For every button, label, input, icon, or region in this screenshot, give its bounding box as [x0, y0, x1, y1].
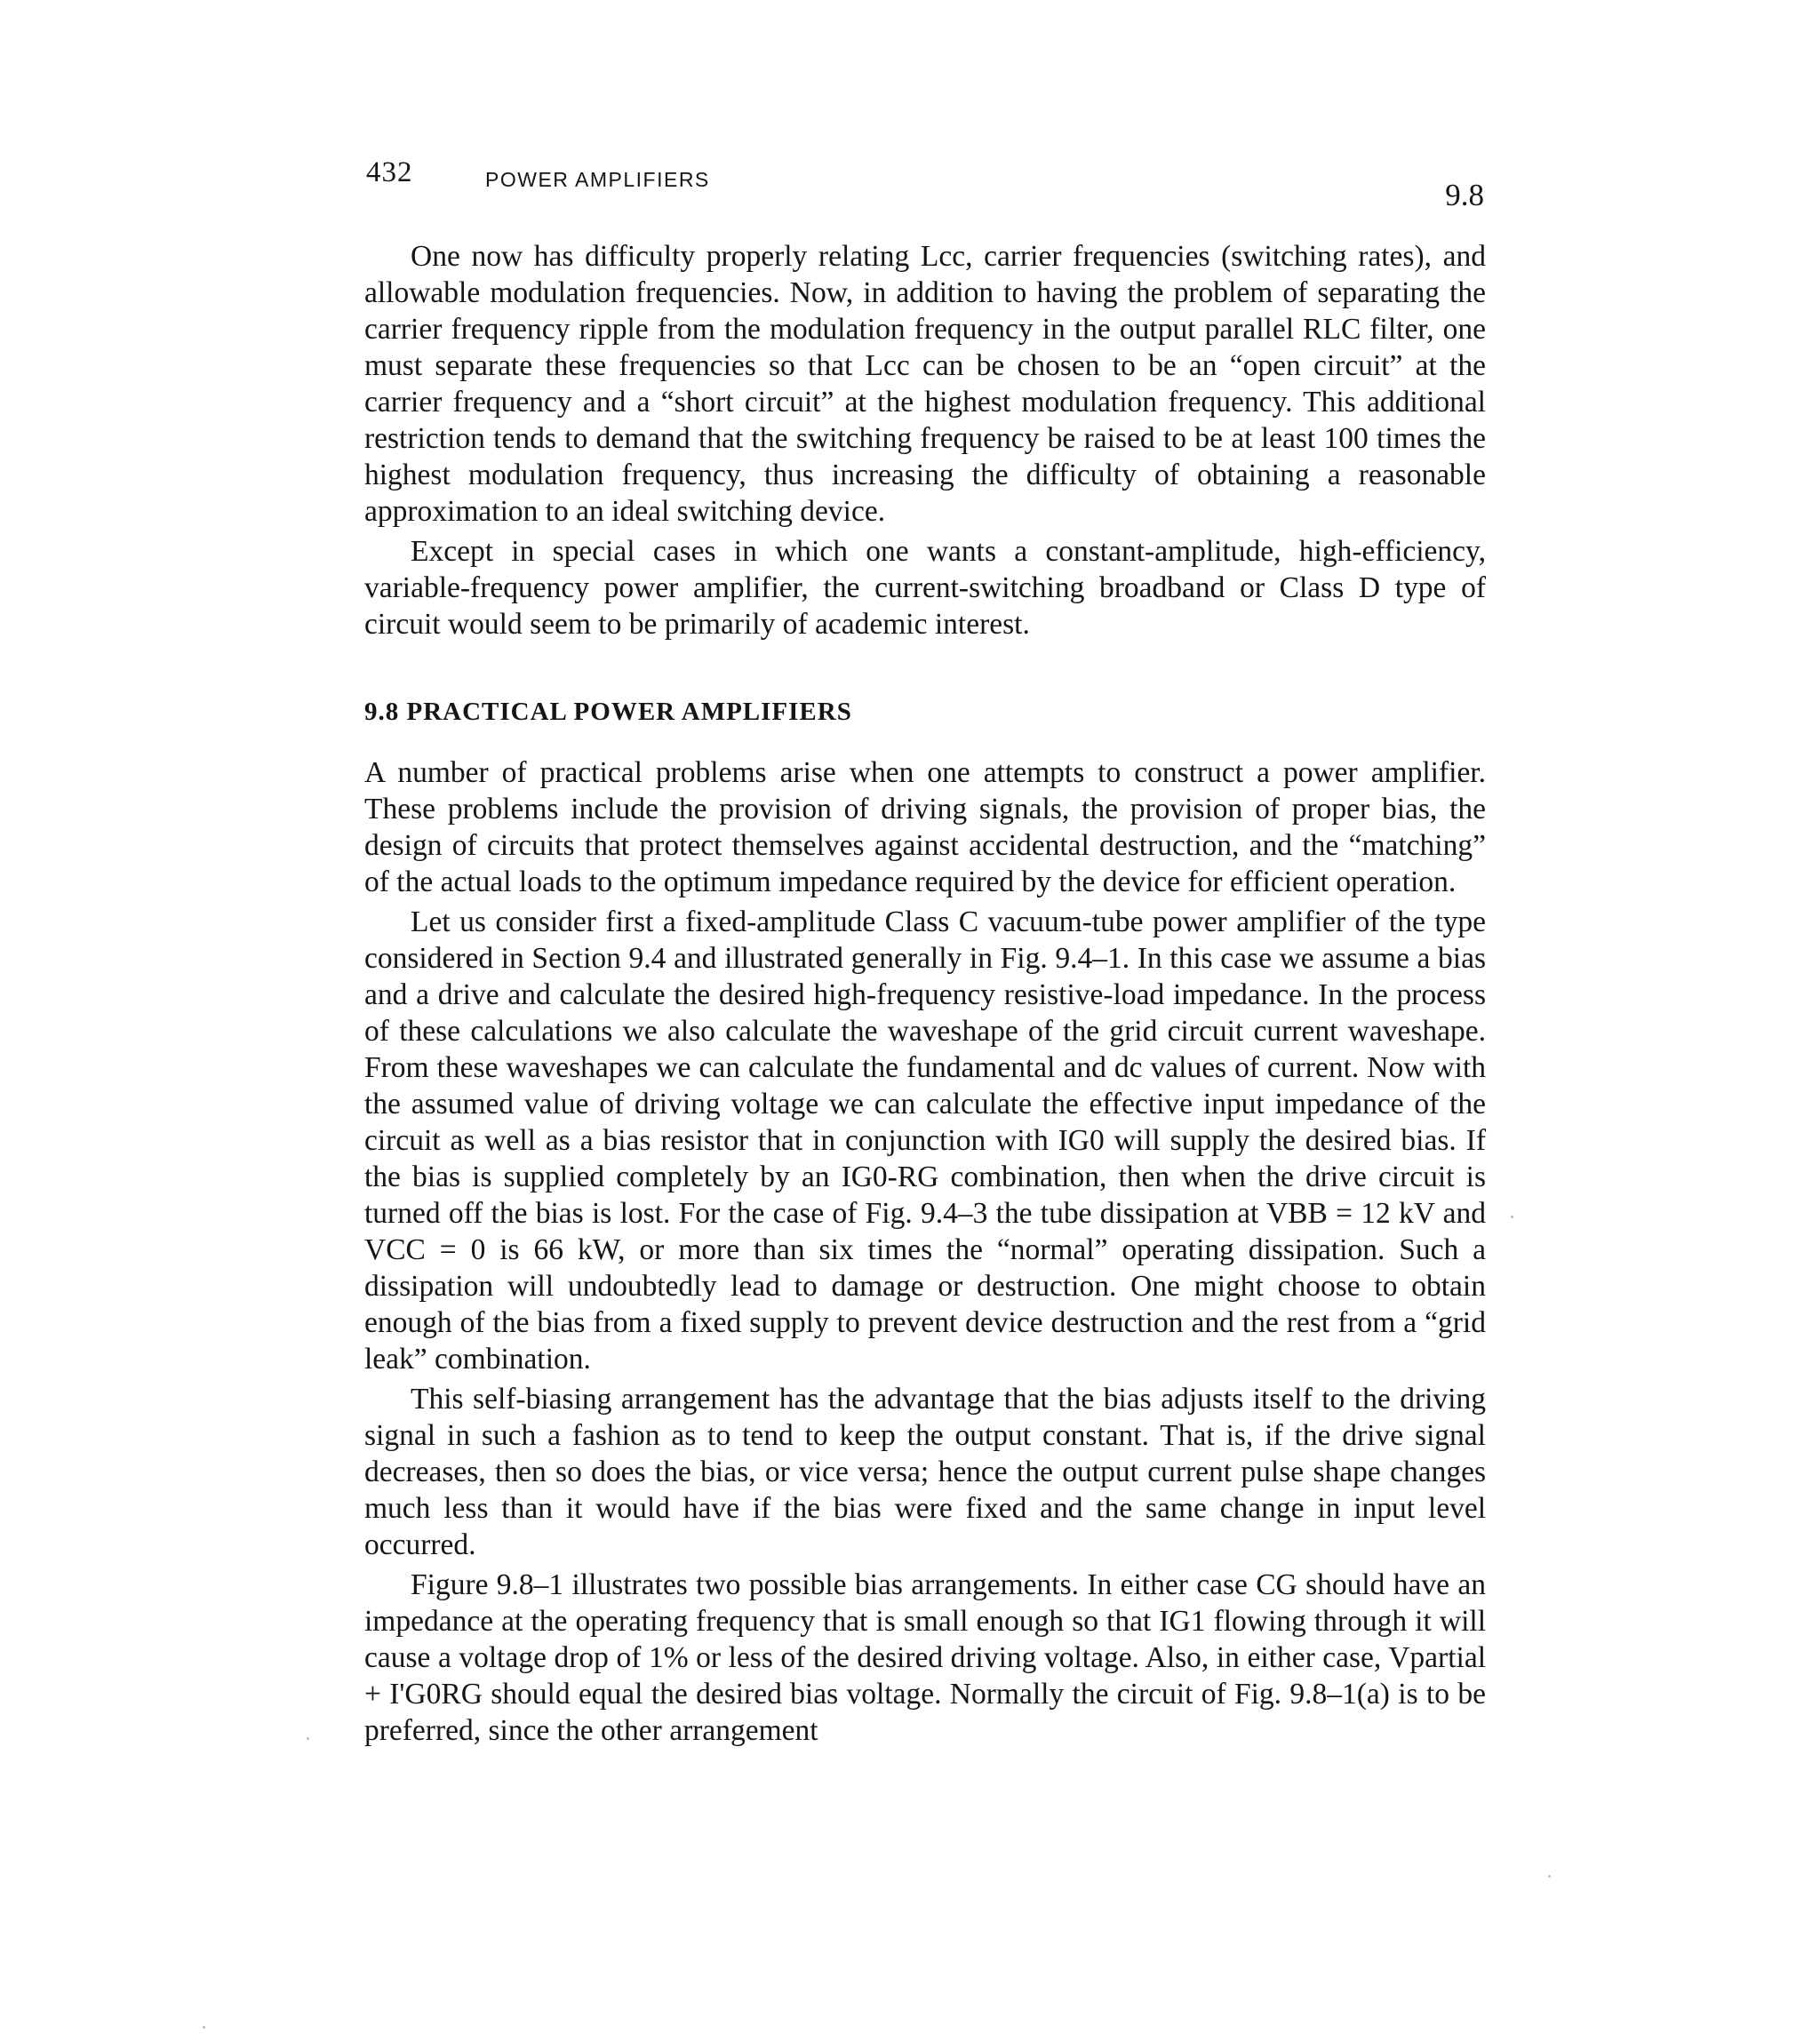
scan-speck — [1548, 1875, 1551, 1878]
paragraph-lcc: One now has difficulty properly relating Lcc, carrier frequencies (switching rates), and allowable modulation frequencies. Now, in addition to having the problem of separating the carrier frequency ripple from the modulation frequency in the output parallel RLC filter, one must separate these frequencies so that Lcc can be chosen to be an “open circuit” at the carrier frequency and a “short circuit” at the highest modulation frequency. This additional restriction tends to demand that the switching frequency be raised to be at least 100 times the highest modulation frequency, thus increasing the difficulty of obtaining a reasonable approximation to an ideal switching device. — [364, 240, 1486, 528]
page-body — [364, 238, 1486, 1752]
paragraph-class-c: Let us consider first a fixed-amplitude Class C vacuum-tube power amplifier of the type considered in Section 9.4 and illustrated generally in Fig. 9.4–1. In this case we assume a bias and a drive and calculate the desired high-frequency resistive-load impedance. In the process of these calculations we also calculate the waveshape of the grid circuit current waveshape. From these waveshapes we can calculate the fundamental and dc values of current. Now with the assumed value of driving voltage we can calculate the effective input impedance of the circuit as well as a bias resistor that in conjunction with IG0 will supply the desired bias. If the bias is supplied completely by an IG0-RG combination, then when the drive circuit is turned off the bias is lost. For the case of Fig. 9.4–3 the tube dissipation at VBB = 12 kV and VCC = 0 is 66 kW, or more than six times the “normal” operating dissipation. Such a dissipation will undoubtedly lead to damage or destruction. One might choose to obtain enough of the bias from a fixed supply to prevent device destruction and the rest from a “grid leak” combination. — [364, 905, 1486, 1376]
paragraph-bias-arrangements: Figure 9.8–1 illustrates two possible bias arrangements. In either case CG should have an impedance at the operating frequency that is small enough so that IG1 flowing through it will cause a voltage drop of 1% or less of the desired driving voltage. Also, in either case, Vpartial + I'G0RG should equal the desired bias voltage. Normally the circuit of Fig. 9.8–1(a) is to be preferred, since the other arrangement — [364, 1568, 1486, 1747]
section-number: 9.8 — [1445, 178, 1484, 212]
scan-speck — [307, 1737, 309, 1740]
scan-speck — [1511, 1216, 1513, 1218]
running-head: POWER AMPLIFIERS — [485, 168, 710, 191]
section-heading: 9.8 PRACTICAL POWER AMPLIFIERS — [364, 698, 852, 726]
paragraph-self-biasing: This self-biasing arrangement has the advantage that the bias adjusts itself to the driving signal in such a fashion as to tend to keep the output constant. That is, if the drive signal decreases, then so does the bias, or vice versa; hence the output current pulse shape changes much less than it would have if the bias were fixed and the same change in input level occurred. — [364, 1383, 1486, 1561]
paragraph-class-d: Except in special cases in which one wants a constant-amplitude, high-efficiency, variable-frequency power amplifier, the current-switching broadband or Class D type of circuit would seem to be primarily of academic interest. — [364, 535, 1486, 641]
page-number: 432 — [366, 156, 413, 188]
page-header — [366, 156, 1484, 210]
paragraph-practical-problems: A number of practical problems arise when one attempts to construct a power amplifier. These problems include the provision of driving signals, the provision of proper bias, the design of circuits that protect themselves against accidental destruction, and the “matching” of the actual loads to the optimum impedance required by the device for efficient operation. — [364, 756, 1486, 898]
scan-speck — [203, 2026, 205, 2029]
